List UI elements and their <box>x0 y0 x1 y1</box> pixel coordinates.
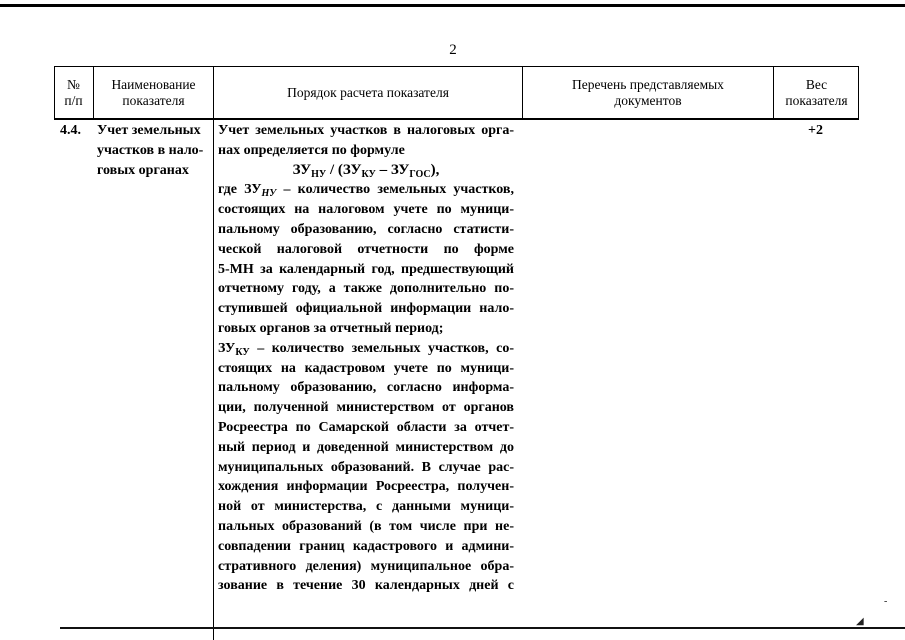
text-line: совпадении границ кадастрового и админи- <box>218 538 514 554</box>
text-line: 5-МН за календарный год, предшествующий <box>218 261 514 277</box>
text-line: ции, полученной министерством от органов <box>218 400 514 416</box>
text-line: муниципальных образований. В случае рас- <box>218 459 514 475</box>
text-line: пальных образований (в том числе при не- <box>218 518 514 534</box>
text-line: ный период и доведенной министерством до <box>218 439 514 455</box>
scan-speck: - <box>884 596 888 607</box>
header-indicator-weight: Вес показателя <box>785 77 848 108</box>
row-weight: +2 <box>808 123 823 138</box>
bottom-border-line <box>60 627 905 629</box>
scan-speck: ◢ <box>856 616 864 627</box>
text-line: пальному образованию, согласно статисти- <box>218 221 514 237</box>
text-line: говых органов за отчетный период; <box>218 320 444 336</box>
text-line: ческой налоговой отчетности по форме <box>218 241 514 257</box>
formula: $ЗУ_{НУ} / (ЗУ_{КУ} - ЗУ_{ГОС})$, <box>292 161 440 180</box>
header-calculation-procedure: Порядок расчета показателя <box>287 85 449 100</box>
text-line: хождения информации Росреестра, получен- <box>218 479 514 495</box>
row-number: 4.4. <box>60 123 81 138</box>
text-line: Росреестра по Самарской области за отчет- <box>218 419 514 435</box>
header-documents-list: Перечень представляемых документов <box>572 77 724 108</box>
row-name-line: говых органах <box>97 162 189 178</box>
column-divider <box>213 66 214 640</box>
page-number: 2 <box>449 42 457 58</box>
text-line: ной от министерства, с данными муници- <box>218 499 514 515</box>
header-number: № п/п <box>64 77 83 108</box>
definition-nu-line: где $ЗУ_{НУ}$ – количество земельных участков, <box>218 182 514 200</box>
text-line: стративного деления) муниципальное обра- <box>218 558 514 574</box>
text-line: нах определяется по формуле <box>218 142 405 158</box>
top-border-line <box>0 4 905 7</box>
definition-ku-line: $ЗУ_{КУ}$ – количество земельных участков, со- <box>218 340 514 358</box>
header-indicator-name: Наименование показателя <box>111 77 196 108</box>
row-name-line: Учет земельных <box>97 123 201 138</box>
text-line: зование в течение 30 календарных дней с <box>218 578 514 594</box>
text-line: отчетному году, а также дополнительно по- <box>218 281 514 297</box>
row-name-line: участков в нало- <box>97 142 204 158</box>
text-line: ступившей официальной информации нало- <box>218 301 514 317</box>
text-line: Учет земельных участков в налоговых орга- <box>218 123 514 138</box>
calculation-procedure-text <box>218 121 514 596</box>
text-line: пальному образованию, согласно информа- <box>218 380 514 396</box>
text-line: состоящих на налоговом учете по муници- <box>218 202 514 218</box>
text-line: стоящих на кадастровом учете по муници- <box>218 360 514 376</box>
